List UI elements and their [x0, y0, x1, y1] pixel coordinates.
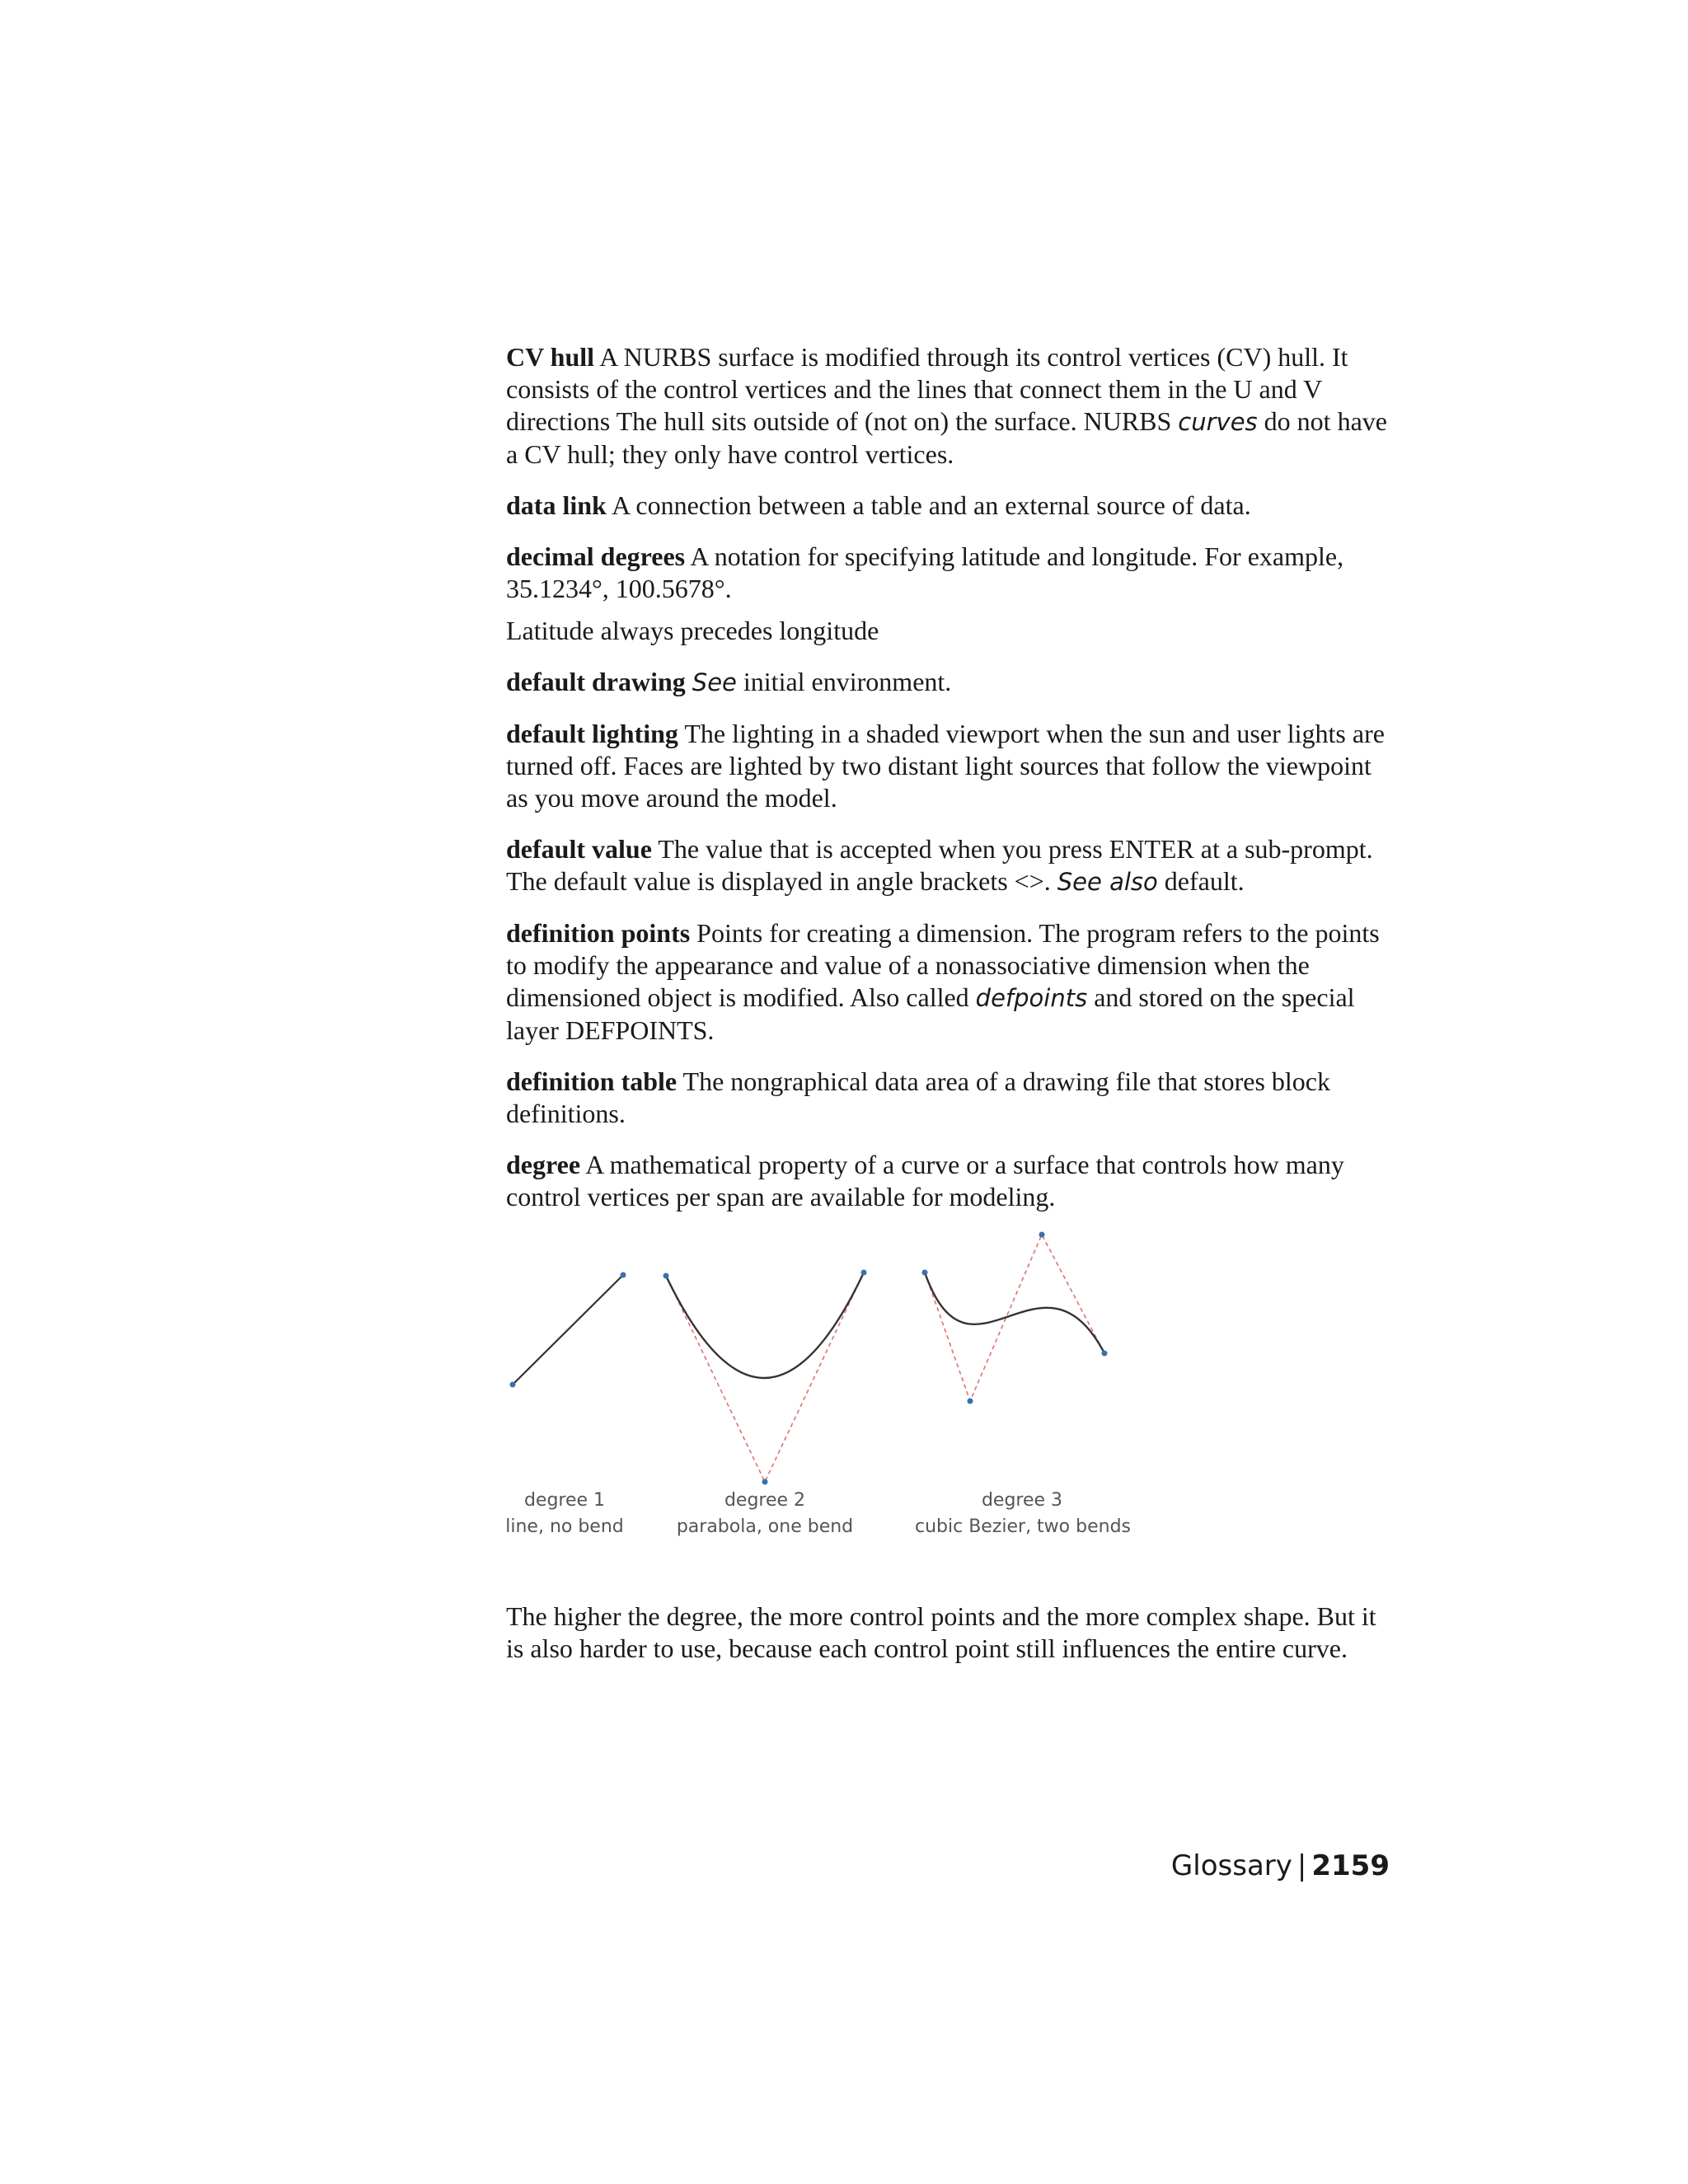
- caption-degree-2: [674, 1490, 856, 1537]
- entry-default-drawing: [506, 666, 1396, 699]
- control-vertex: [1102, 1351, 1108, 1357]
- entry-term: data link: [506, 490, 607, 520]
- entry-default-value: [506, 833, 1396, 898]
- entry-term: degree: [506, 1150, 581, 1179]
- caption-title: degree 2: [724, 1490, 806, 1511]
- entry-definition: A notation for specifying latitude and longitude. For example, 35.1234°, 100.5678°.: [506, 541, 1344, 603]
- entry-term: default drawing: [506, 667, 686, 696]
- caption-degree-1: [495, 1490, 635, 1537]
- entry-definition-cont: do not have a CV hull; they only have control vertices.: [506, 406, 1387, 469]
- entry-decimal-degrees: [506, 541, 1396, 605]
- entry-definition-cont: and stored on the special layer DEFPOINTS.: [506, 982, 1355, 1045]
- degree-3-curve: [922, 1232, 1108, 1404]
- entry-definition: Points for creating a dimension. The program refers to the points to modify the appearance and value of a nonassociative dimension when the dimensioned object is modified. Also called: [506, 918, 1380, 1012]
- entry-italic: defpoints: [975, 984, 1088, 1012]
- entry-cv-hull: [506, 341, 1396, 471]
- glossary-entries: [506, 341, 1396, 1232]
- footer-separator: |: [1296, 1849, 1307, 1882]
- degree-1-line: [513, 1275, 623, 1385]
- footer-section: Glossary: [1170, 1849, 1292, 1882]
- entry-decimal-degrees-note: [506, 615, 1396, 647]
- caption-subtitle: cubic Bezier, two bends: [915, 1516, 1132, 1537]
- caption-subtitle: parabola, one bend: [676, 1516, 854, 1537]
- degree-2-parabola: [666, 1272, 864, 1378]
- caption-title: degree 1: [523, 1490, 606, 1511]
- degree-3-cubic: [925, 1272, 1104, 1353]
- entry-definition: The value that is accepted when you press ENTER at a sub-prompt. The default value is displayed in angle brackets <>.: [506, 834, 1373, 896]
- control-vertex: [762, 1479, 768, 1485]
- control-vertex: [621, 1272, 626, 1278]
- entry-italic: curves: [1178, 408, 1258, 436]
- control-vertex: [922, 1270, 928, 1276]
- entry-definition-table: [506, 1066, 1396, 1130]
- degree-figure: [495, 1220, 1137, 1549]
- entry-definition: initial environment.: [736, 667, 952, 696]
- entry-term: CV hull: [506, 342, 595, 372]
- entry-definition-points: [506, 917, 1396, 1047]
- entry-default-lighting: [506, 718, 1396, 814]
- entry-term: definition points: [506, 918, 691, 948]
- entry-definition: The nongraphical data area of a drawing file that stores block definitions.: [506, 1066, 1330, 1128]
- caption-title: degree 3: [981, 1490, 1063, 1511]
- degree-1-curve: [510, 1272, 626, 1388]
- entry-definition: A mathematical property of a curve or a surface that controls how many control vertices per span are available for modeling.: [506, 1150, 1344, 1212]
- entry-note: Latitude always precedes longitude: [506, 616, 879, 645]
- degree-2-curve: [663, 1270, 867, 1485]
- control-vertex: [968, 1399, 973, 1404]
- entry-data-link: [506, 490, 1396, 522]
- entry-definition: A connection between a table and an external source of data.: [612, 490, 1251, 520]
- page-number: 2159: [1311, 1849, 1390, 1882]
- entry-term: definition table: [506, 1066, 678, 1096]
- control-vertex: [663, 1273, 669, 1279]
- entry-term: default lighting: [506, 719, 678, 748]
- caption-degree-3: [915, 1490, 1132, 1537]
- entry-degree: [506, 1149, 1396, 1213]
- control-vertex: [510, 1382, 516, 1388]
- control-vertex: [861, 1270, 867, 1276]
- caption-subtitle: line, no bend: [505, 1516, 624, 1537]
- closing-paragraph: The higher the degree, the more control points and the more complex shape. But it is also harder to use, because each control point still influences the entire curve.: [506, 1601, 1376, 1663]
- entry-term: default value: [506, 834, 652, 864]
- entry-definition-cont: default.: [1157, 866, 1245, 896]
- control-vertex: [1039, 1232, 1045, 1238]
- entry-definition: The lighting in a shaded viewport when the sun and user lights are turned off. Faces are lighted by two distant light sources that follow the viewpoint as you move around the model.: [506, 719, 1385, 813]
- entry-see-also-reference: See also: [1057, 868, 1158, 896]
- entry-definition: A NURBS surface is modified through its control vertices (CV) hull. It consists of the control vertices and the lines that connect them in the U and V directions The hull sits outside of (not on) the surface. NURBS: [506, 342, 1348, 436]
- entry-see-reference: See: [692, 668, 737, 696]
- entry-term: decimal degrees: [506, 541, 686, 571]
- page-footer: [1171, 1849, 1390, 1882]
